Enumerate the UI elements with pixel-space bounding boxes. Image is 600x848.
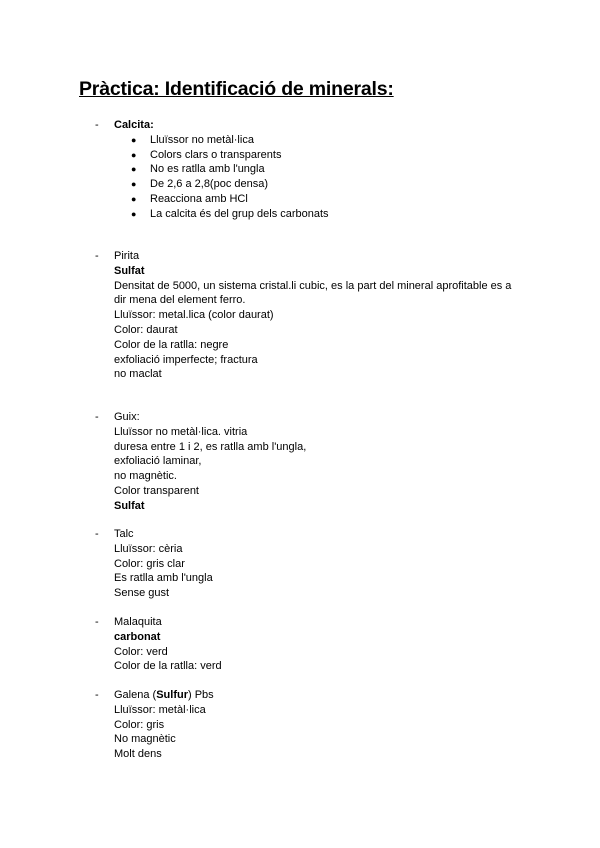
mineral-name-guix: Guix: (114, 411, 140, 423)
text-line: Densitat de 5000, un sistema cristal.li cubic, es la part del mineral aprofitable es a (114, 279, 512, 292)
text-line: duresa entre 1 i 2, es ratlla amb l'ungla, (114, 440, 307, 453)
list-dash: - (95, 528, 99, 540)
mineral-name-malaquita: Malaquita (114, 616, 162, 628)
mineral-name-pirita: Pirita (114, 250, 140, 262)
text-line: Color de la ratlla: negre (114, 338, 229, 351)
list-dash: - (95, 616, 99, 628)
mineral-group: Sulfat (114, 499, 145, 512)
text-line: no magnètic. (114, 470, 177, 483)
mineral-group: Sulfur (156, 689, 188, 701)
bullet-icon: ● (131, 208, 137, 219)
text-line: Color transparent (114, 484, 199, 497)
list-dash: - (95, 250, 99, 262)
bullet-icon: ● (131, 164, 137, 175)
text-line: exfoliació laminar, (114, 455, 202, 468)
bullet-icon: ● (131, 134, 137, 145)
mineral-name-talc: Talc (114, 528, 134, 540)
mineral-formula: ) Pbs (187, 689, 214, 701)
text-line: Color: verd (114, 645, 168, 658)
bullet-icon: ● (131, 149, 137, 160)
text-line: dir mena del element ferro. (114, 294, 246, 307)
text-line: Sense gust (114, 587, 170, 600)
text-line: Lluïssor: metal.lica (color daurat) (114, 309, 274, 322)
text-line: Color: daurat (114, 323, 178, 336)
page-title: Pràctica: Identificació de minerals: (79, 78, 394, 100)
text-line: Lluïssor: metàl·lica (114, 703, 206, 716)
mineral-name-calcita: Calcita: (114, 119, 154, 131)
list-dash: - (95, 119, 99, 131)
text-line: Molt dens (114, 748, 162, 761)
mineral-group: Sulfat (114, 264, 145, 277)
bullet-icon: ● (131, 179, 137, 190)
list-dash: - (95, 411, 99, 423)
mineral-group: carbonat (114, 630, 161, 643)
text-line: Color de la ratlla: verd (114, 660, 222, 673)
text-line: no maclat (114, 368, 162, 381)
text-line: Lluïssor: cèria (114, 542, 183, 555)
text-line: Color: gris (114, 718, 165, 731)
text-line: Es ratlla amb l'ungla (114, 572, 213, 585)
list-dash: - (95, 689, 99, 701)
text-line: Color: gris clar (114, 557, 185, 570)
text-line: Lluïssor no metàl·lica. vitria (114, 425, 248, 438)
mineral-name-galena: Galena (Sulfur) Pbs (114, 689, 214, 701)
text-line: exfoliació imperfecte; fractura (114, 353, 258, 366)
text-line: No magnètic (114, 733, 176, 746)
bullet-icon: ● (131, 193, 137, 204)
